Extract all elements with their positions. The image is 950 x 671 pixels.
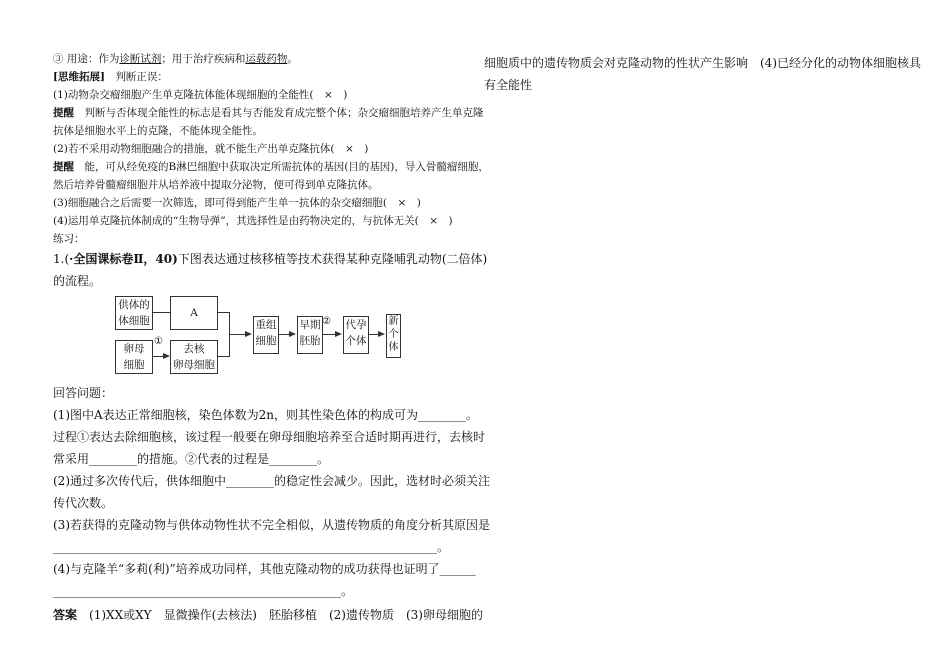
expand-title: [思维拓展] [53, 71, 105, 83]
arrow-head-1 [163, 353, 170, 359]
tip-label: 提醒 [53, 161, 74, 173]
question-line-3: 常采用________的措施。②代表的过程是________。 [53, 452, 330, 466]
arrow-line-5 [368, 334, 378, 335]
use-prefix: ③ 用途：作为 [53, 53, 120, 65]
question-line-5: 传代次数。 [53, 496, 114, 510]
step-2-marker: ② [322, 316, 331, 327]
merge-line-bottom [217, 356, 229, 357]
judgment-item-4: (4)运用单克隆抗体制成的“生物导弹”，其选择性是由药物决定的，与抗体无关( × ) [53, 215, 453, 227]
question-line-9: ________________________________________________。 [53, 584, 354, 598]
arrow-head-4 [335, 331, 342, 337]
cloning-flow-diagram [53, 296, 468, 378]
arrow-head-5 [378, 331, 385, 337]
use-mid: ；用于治疗疾病和 [161, 53, 246, 65]
tip-1-line-2: 抗体是细胞水平上的克隆，不能体现全能性。 [53, 125, 263, 137]
judgment-item-2: (2)若不采用动物细胞融合的措施，就不能生产出单克隆抗体( × ) [53, 143, 369, 155]
answer-label: 答案 [53, 608, 78, 622]
step-1-marker: ① [154, 336, 163, 347]
arrow-line-4 [322, 334, 335, 335]
question-line-4: (2)通过多次传代后，供体细胞中________的稳定性会减少。因此，选材时必须关注 [53, 474, 491, 488]
question-line-8: (4)与克隆羊“多莉(利)”培养成功同样，其他克隆动物的成功获得也证明了______ [53, 562, 476, 576]
tip-label: 提醒 [53, 107, 74, 119]
use-line [53, 50, 468, 68]
surrogate-box: 代孕 个体 [343, 316, 369, 354]
oocyte-box: 卵母 细胞 [115, 340, 153, 374]
practice-label: 练习： [53, 233, 85, 245]
answer-text: (1)XX或XY 显微操作(去核法) 胚胎移植 (2)遗传物质 (3)卵母细胞的 [89, 608, 483, 622]
question-heading [53, 248, 488, 270]
enucleated-oocyte-box: 去核 卵母细胞 [170, 340, 218, 374]
question-line-7: ________________________________________________________________。 [53, 540, 450, 554]
use-term-diagnostic: 诊断试剂 [119, 53, 162, 65]
use-suffix: 。 [287, 53, 298, 65]
expand-subtitle: 判断正误： [115, 71, 168, 83]
answer-prompt: 回答问题： [53, 386, 114, 400]
arrow-line-2 [229, 334, 245, 335]
tip-1 [53, 104, 484, 122]
merge-line-top [217, 312, 229, 313]
connector [152, 312, 170, 313]
question-stem-end: 的流程。 [53, 274, 102, 288]
thinking-expansion-heading [53, 68, 468, 86]
nucleus-a-box: A [170, 296, 218, 330]
donor-cell-box: 供体的 体细胞 [115, 296, 153, 330]
arrow-head-3 [289, 331, 296, 337]
question-line-2: 过程①表达去除细胞核，该过程一般要在卵母细胞培养至合适时期再进行，去核时 [53, 430, 486, 444]
use-term-drug: 运载药物 [245, 53, 288, 65]
arrow-line-1 [152, 356, 163, 357]
question-source: ·全国课标卷Ⅱ，40) [69, 252, 178, 266]
tip-2-line-2: 然后培养骨髓瘤细胞并从培养液中提取分泌物，便可得到单克隆抗体。 [53, 179, 379, 191]
early-embryo-box: 早期 胚胎 [297, 316, 323, 354]
question-line-6: (3)若获得的克隆动物与供体动物性状不完全相似，从遗传物质的角度分析其原因是 [53, 518, 491, 532]
tip-2-line-1: 能，可从经免疫的B淋巴细胞中获取决定所需抗体的基因(目的基因)，导入骨髓瘤细胞， [84, 161, 489, 173]
reconstructed-cell-box: 重组 细胞 [253, 316, 279, 354]
question-number: 1.( [53, 252, 70, 266]
answer-continued-line-1: 细胞质中的遗传物质会对克隆动物的性状产生影响 (4)已经分化的动物体细胞核具 [484, 56, 922, 70]
answer-line [53, 604, 483, 626]
judgment-item-1: (1)动物杂交瘤细胞产生单克隆抗体能体现细胞的全能性( × ) [53, 89, 348, 101]
new-individual-box: 新个体 [386, 314, 401, 358]
arrow-head-2 [245, 331, 252, 337]
judgment-item-3: (3)细胞融合之后需要一次筛选，即可得到能产生单一抗体的杂交瘤细胞( × ) [53, 197, 421, 209]
left-column [53, 50, 491, 626]
arrow-line-3 [278, 334, 289, 335]
right-column [484, 52, 922, 96]
question-stem: 下图表达通过核移植等技术获得某种克隆哺乳动物(二倍体) [177, 252, 488, 266]
question-line-1: (1)图中A表达正常细胞核，染色体数为2n，则其性染色体的构成可为________。 [53, 408, 479, 422]
tip-2 [53, 158, 489, 176]
tip-1-line-1: 判断与否体现全能性的标志是看其与否能发育成完整个体；杂交瘤细胞培养产生单克隆 [84, 107, 484, 119]
answer-continued-line-2: 有全能性 [484, 78, 533, 92]
